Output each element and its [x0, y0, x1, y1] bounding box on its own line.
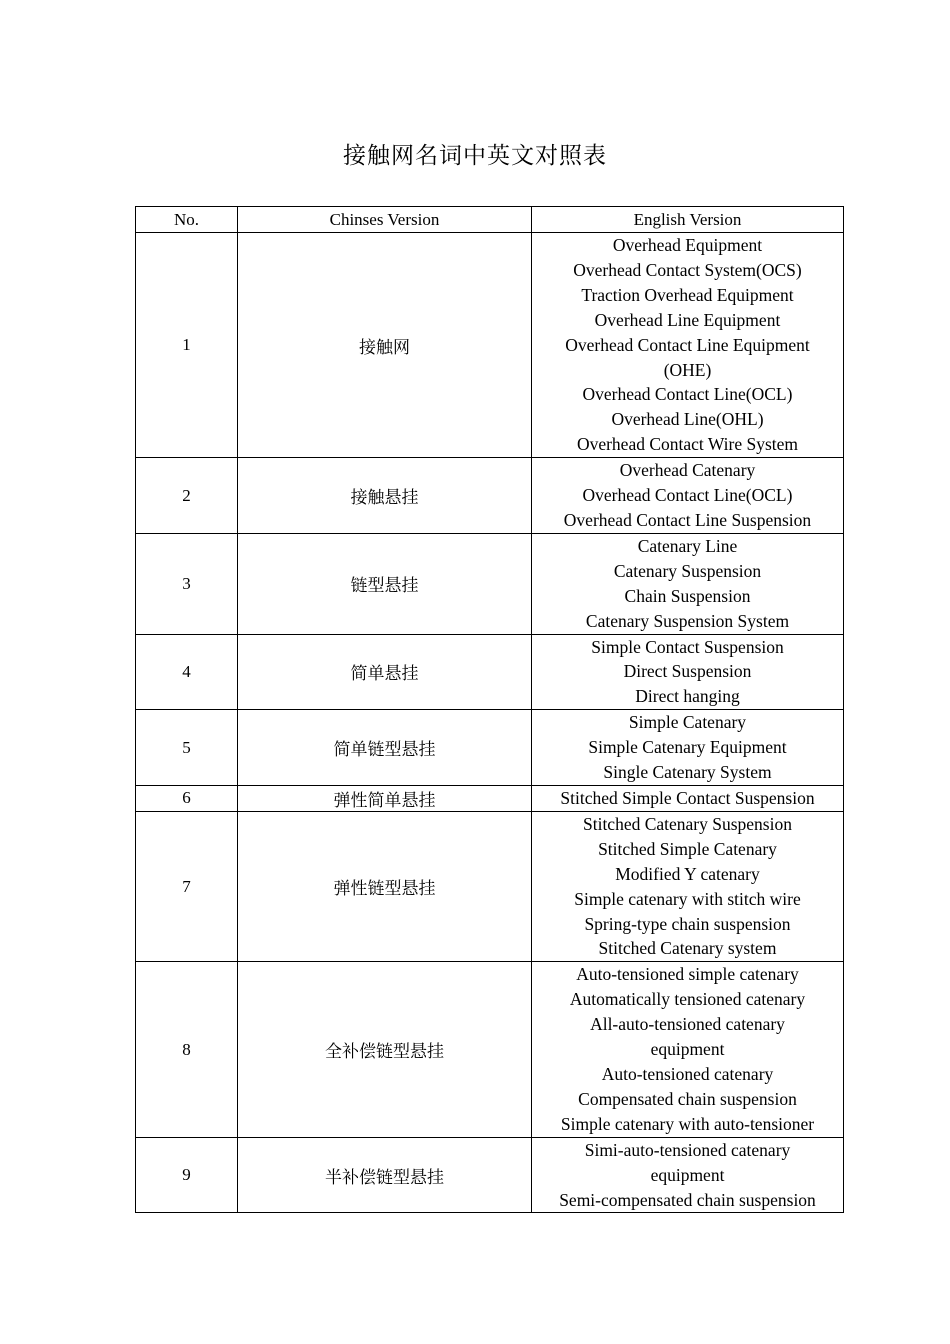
- table-row: [136, 785, 844, 811]
- english-term: Overhead Contact System(OCS): [573, 259, 802, 280]
- row-number: 6: [136, 785, 238, 811]
- header-english: English Version: [532, 207, 844, 233]
- english-term: Overhead Contact Line(OCL): [582, 485, 793, 506]
- english-term: Direct Suspension: [623, 661, 752, 682]
- english-term: Direct hanging: [635, 686, 740, 707]
- english-terms: [532, 962, 844, 1137]
- english-terms: [532, 233, 844, 458]
- english-term: Compensated chain suspension: [578, 1088, 797, 1109]
- chinese-term: 简单链型悬挂: [238, 710, 532, 786]
- chinese-term: 全补偿链型悬挂: [238, 962, 532, 1137]
- english-term: Simple catenary with stitch wire: [574, 888, 801, 909]
- english-term: Stitched Simple Catenary: [598, 838, 777, 859]
- row-number: 8: [136, 962, 238, 1137]
- glossary-table: [135, 206, 844, 1213]
- english-term: Auto-tensioned catenary: [601, 1064, 774, 1084]
- english-term: equipment: [650, 1039, 725, 1060]
- table-body: [136, 233, 844, 1213]
- chinese-term: 半补偿链型悬挂: [238, 1137, 532, 1213]
- english-term: Single Catenary System: [603, 762, 772, 783]
- chinese-term: 链型悬挂: [238, 533, 532, 634]
- english-term: Simi-auto-tensioned catenary: [584, 1139, 791, 1160]
- table-row: [136, 458, 844, 534]
- chinese-term: 简单悬挂: [238, 634, 532, 710]
- english-terms: [532, 458, 844, 534]
- english-term: Overhead Line Equipment: [594, 309, 781, 330]
- english-term: Overhead Contact Line Suspension: [563, 509, 812, 530]
- english-terms: [532, 634, 844, 710]
- row-number: 2: [136, 458, 238, 534]
- row-number: 5: [136, 710, 238, 786]
- table-row: [136, 710, 844, 786]
- english-term: Stitched Simple Contact Suspension: [560, 787, 815, 808]
- header-no: No.: [136, 207, 238, 233]
- english-term: (OHE): [663, 359, 712, 380]
- english-term: Chain Suspension: [624, 585, 751, 606]
- english-term: Stitched Catenary Suspension: [582, 813, 792, 834]
- english-terms: [532, 1137, 844, 1213]
- english-term: Overhead Catenary: [619, 460, 756, 481]
- english-term: Overhead Contact Wire System: [576, 434, 799, 455]
- english-term: Catenary Suspension System: [585, 610, 790, 631]
- english-term: Overhead Equipment: [612, 235, 763, 255]
- row-number: 9: [136, 1137, 238, 1213]
- page-title: 接触网名词中英文对照表: [343, 143, 607, 169]
- table-row: [136, 1137, 844, 1213]
- english-term: Stitched Catenary system: [598, 938, 777, 959]
- english-term: Simple Catenary: [628, 712, 747, 733]
- table-header-row: [136, 207, 844, 233]
- english-term: Traction Overhead Equipment: [581, 284, 794, 305]
- english-terms: [532, 811, 844, 961]
- english-terms: [532, 533, 844, 634]
- english-term: Overhead Contact Line Equipment: [565, 334, 810, 355]
- row-number: 3: [136, 533, 238, 634]
- table-row: [136, 811, 844, 961]
- english-terms: [532, 785, 844, 811]
- table-row: [136, 533, 844, 634]
- english-term: Modified Y catenary: [615, 863, 760, 884]
- english-term: Automatically tensioned catenary: [569, 989, 806, 1010]
- table-row: [136, 962, 844, 1137]
- english-term: equipment: [650, 1164, 725, 1185]
- table-row: [136, 233, 844, 458]
- english-term: Spring-type chain suspension: [584, 913, 791, 934]
- english-term: Semi-compensated chain suspension: [559, 1189, 816, 1210]
- chinese-term: 弹性链型悬挂: [238, 811, 532, 961]
- chinese-term: 接触网: [238, 233, 532, 458]
- row-number: 1: [136, 233, 238, 458]
- table-row: [136, 634, 844, 710]
- english-term: Overhead Contact Line(OCL): [582, 384, 793, 405]
- english-terms: [532, 710, 844, 786]
- chinese-term: 弹性简单悬挂: [238, 785, 532, 811]
- english-term: Catenary Suspension: [613, 560, 762, 581]
- english-term: Simple catenary with auto-tensioner: [560, 1113, 815, 1134]
- row-number: 7: [136, 811, 238, 961]
- english-term: Catenary Line: [637, 535, 738, 556]
- english-term: All-auto-tensioned catenary: [590, 1014, 785, 1035]
- english-term: Overhead Line(OHL): [611, 409, 764, 430]
- row-number: 4: [136, 634, 238, 710]
- english-term: Simple Contact Suspension: [591, 636, 784, 657]
- chinese-term: 接触悬挂: [238, 458, 532, 534]
- header-chinese: Chinses Version: [238, 207, 532, 233]
- english-term: Auto-tensioned simple catenary: [576, 964, 799, 985]
- english-term: Simple Catenary Equipment: [588, 737, 787, 758]
